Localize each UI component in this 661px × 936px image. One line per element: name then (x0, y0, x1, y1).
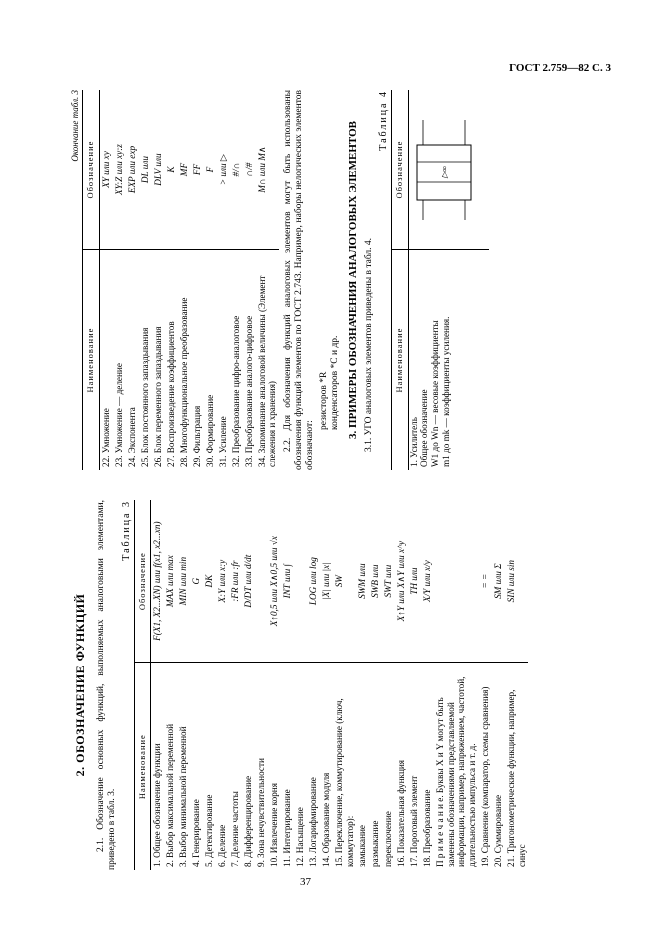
amplifier-symbol-icon (409, 100, 479, 240)
left-row-name-8: 8. Дифференцирование (242, 775, 253, 867)
designation-cell (151, 500, 529, 663)
table-3 (134, 500, 529, 870)
right-row-name-1: 22. Умножение (100, 408, 111, 467)
left-row-name-21: 18. Преобразование (421, 789, 432, 867)
left-row-designation-18: SWT или (382, 564, 393, 598)
col-header-name: Наименование (83, 250, 100, 470)
svg-text:▷∞: ▷∞ (439, 165, 449, 178)
left-row-name-7: 7. Деление частоты (229, 791, 240, 867)
left-row-designation-3: MIN или min (177, 556, 188, 606)
right-row-designation-4: DL или (139, 156, 150, 184)
left-row-designation-14: |X| или |x| (320, 562, 331, 600)
left-row-name-15: 15. Переключение, коммутирование (ключ, коммутатор): (333, 698, 355, 867)
right-row-name-5: 26. Блок переменного запаздывания (152, 326, 163, 467)
left-row-name-25: 21. Тригонометрические функции, например, синус (505, 689, 527, 867)
col-header-name: Наименование (391, 250, 408, 470)
left-row-designation-4: G (190, 577, 201, 585)
left-row-name-13: 13. Логарифмирование (307, 777, 318, 867)
section3-title: 3. ПРИМЕРЫ ОБОЗНАЧЕНИЯ АНАЛОГОВЫХ ЭЛЕМЕНТОВ (347, 121, 360, 439)
right-row-name-13: 34. Запоминание аналоговой величины (Элемент слежения и хранения) (256, 275, 278, 467)
amplifier-name: 1. Усилитель Общее обозначение W1 до Wn — весовые коэффициенты m1 до mk — коэффициенты усиления. (408, 316, 451, 467)
right-row-designation-11: #/∩ (230, 162, 241, 177)
right-row-designation-1: XY или xy (100, 151, 111, 188)
left-row-designation-15: SW (333, 575, 344, 588)
right-row-designation-9: F (204, 166, 215, 173)
left-row-designation-13: LOG или log (307, 557, 318, 606)
col-header-name: Наименование (134, 663, 151, 870)
col-header-designation: Обозначение (83, 90, 100, 250)
right-row-name-8: 29. Фильтрация (191, 405, 202, 467)
right-row-designation-3: EXP или exp (126, 145, 137, 194)
table3-label: Таблица 3 (120, 500, 132, 561)
right-row-designation-5: DLV или (152, 153, 163, 186)
table-3-end (82, 90, 279, 470)
left-row-name-20: 17. Пороговый элемент (408, 775, 419, 867)
right-row-name-11: 32. Преобразование цифро-аналоговое (230, 315, 241, 467)
left-row-designation-11: INT или ∫ (281, 563, 292, 599)
name-cell (100, 250, 280, 470)
name-cell (151, 663, 529, 870)
left-row-designation-17: SWB или (369, 564, 380, 598)
left-row-designation-5: DK (203, 574, 214, 588)
left-row-name-22: П р и м е ч а н и е. Буквы X и Y могут быть заменены обозначениями представляемой информации, например, напряжением, частотой, длительностью импульса и т. д. (434, 676, 477, 867)
left-row-name-5: 5. Детектирование (203, 794, 214, 867)
left-row-name-10: 10. Извлечение корня (268, 783, 279, 867)
right-row-name-3: 24. Экспонента (126, 407, 137, 467)
table3-continued-label: Окончание табл. 3 (70, 90, 80, 162)
right-row-name-2: 23. Умножение — деление (113, 363, 124, 467)
left-row-name-16: замыкание (356, 824, 367, 867)
paragraph-3-1: 3.1. УГО аналоговых элементов приведены в табл. 4. (364, 237, 375, 452)
left-row-name-17: размыкание (369, 820, 380, 867)
example-capacitors: конденсаторов *C и др. (330, 335, 341, 430)
left-column (70, 500, 528, 870)
left-row-name-24: 20. Суммирование (492, 794, 503, 867)
left-row-designation-10: X↑0,5 или X∧0,5 или √x (268, 536, 279, 627)
left-row-designation-16: SWM или (356, 563, 367, 599)
table-4 (391, 90, 489, 470)
left-row-designation-20: TH или (408, 567, 419, 595)
right-row-name-6: 27. Воспроизведение коэффициентов (165, 321, 176, 467)
right-row-name-9: 30. Формирование (204, 394, 215, 467)
right-row-designation-2: XY:Z или xy:z (113, 144, 124, 195)
left-row-name-4: 4. Генерирование (190, 799, 201, 867)
left-row-name-2: 2. Выбор максимальной переменной (164, 723, 175, 867)
right-row-designation-13: M∩ или M∧ (256, 146, 267, 193)
col-header-designation: Обозначение (134, 500, 151, 663)
right-row-designation-6: K (165, 166, 176, 173)
left-row-name-1: 1. Общее обозначение функции (151, 743, 162, 867)
left-row-name-9: 9. Зона нечувствительности (255, 758, 266, 867)
intro-paragraph: 2.1. Обозначение основных функций, выполняемых аналоговыми элементами, приведено в табл. 3. (95, 500, 117, 870)
left-row-designation-1: F(X1, X2...XN) или f(x1, x2...xn) (151, 521, 162, 641)
table4-label: Таблица 4 (378, 90, 390, 151)
left-row-name-19: 16. Показательная функция (395, 759, 406, 867)
page-header: ГОСТ 2.759—82 С. 3 (509, 62, 611, 74)
page-number: 37 (300, 876, 311, 888)
paragraph-2-2: 2.2. Для обозначения функций аналоговых элементов могут быть использованы обозначения функций элементов по ГОСТ 2.743. Например, наборы нелогических элементов обозначают: (283, 90, 316, 470)
left-row-name-14: 14. Образование модуля (320, 772, 331, 867)
rotated-content (70, 90, 590, 870)
right-column (70, 90, 489, 470)
right-row-name-4: 25. Блок постоянного запаздывания (139, 327, 150, 467)
left-row-designation-19: X↑Y или X∧Y или x^y (395, 540, 406, 622)
left-row-name-3: 3. Выбор минимальной переменной (177, 726, 188, 867)
designation-cell (100, 90, 280, 250)
left-row-name-12: 12. Насыщение (294, 807, 305, 867)
right-row-designation-8: FF (191, 163, 202, 176)
left-row-designation-23: = = (479, 573, 490, 589)
col-header-designation: Обозначение (391, 90, 408, 250)
left-row-name-18: переключение (382, 811, 393, 867)
right-row-name-12: 33. Преобразование аналого-цифровое (243, 315, 254, 467)
left-row-designation-7: :FR или :fr (229, 560, 240, 602)
left-row-designation-12 (294, 503, 307, 659)
right-row-name-10: 31. Усиление (217, 416, 228, 467)
left-row-designation-25: SIN или sin (505, 560, 516, 603)
left-row-name-23: 19. Сравнение (компаратор, схемы сравнения) (479, 686, 490, 867)
left-row-designation-6: X:Y или x:y (216, 559, 227, 603)
section-title: 2. ОБОЗНАЧЕНИЕ ФУНКЦИЙ (73, 593, 87, 777)
right-row-name-7: 28. Многофункциональное преобразование (178, 297, 189, 467)
left-row-designation-22 (434, 503, 479, 659)
right-row-designation-10: > или ▷ (217, 154, 228, 186)
left-row-designation-24: SM или Σ (492, 563, 503, 599)
right-row-designation-12: ∩/# (243, 162, 254, 177)
left-row-name-6: 6. Деление (216, 824, 227, 867)
right-row-designation-7: MF (178, 162, 189, 177)
left-row-designation-8: D/DT или d/dt (242, 554, 253, 608)
example-resistors: резисторов *R (319, 371, 330, 430)
amplifier-symbol (408, 90, 489, 250)
left-row-designation-9 (255, 503, 268, 659)
left-row-name-11: 11. Интегрирование (281, 789, 292, 867)
left-row-designation-21: X/Y или x/y (421, 560, 432, 603)
left-row-designation-2: MAX или max (164, 555, 175, 608)
